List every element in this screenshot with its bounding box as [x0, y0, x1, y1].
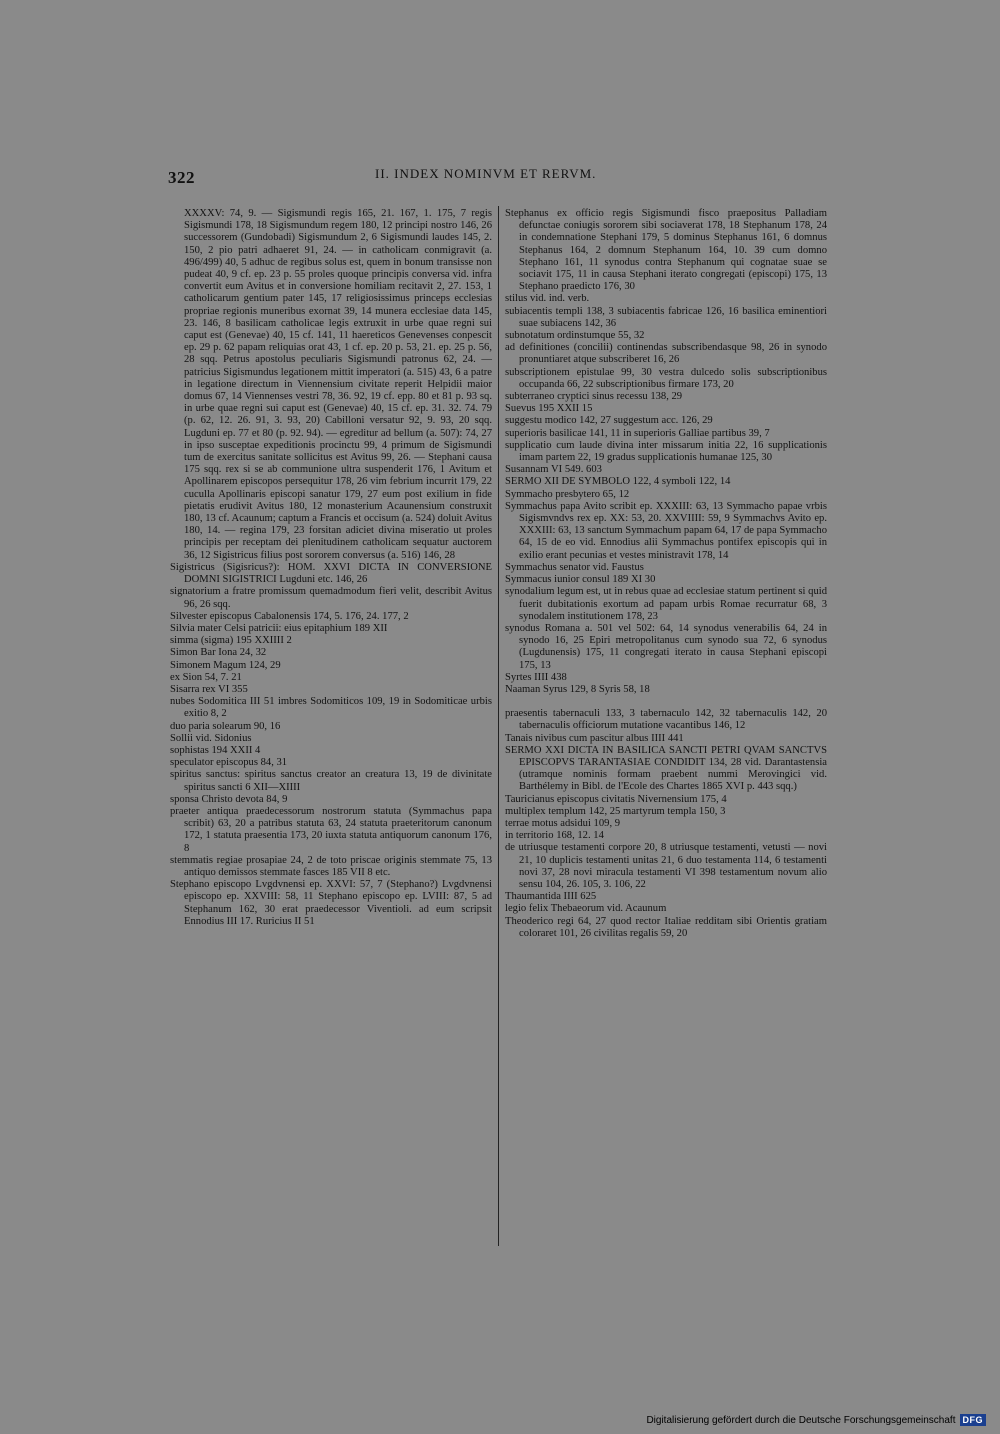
index-entry: Theoderico regi 64, 27 quod rector Italiae redditam sibi Orientis gratiam coloraret 101, 26 civilitas regalis 59, 20: [505, 915, 827, 939]
index-entry: praesentis tabernaculi 133, 3 tabernaculo 142, 32 tabernaculis 142, 20 tabernaculis officiorum mutatione vacantibus 146, 12: [505, 708, 827, 732]
index-entry: in territorio 168, 12. 14: [505, 830, 604, 842]
index-entry: Sigistricus (Sigisricus?): HOM. XXVI DICTA IN CONVERSIONE DOMNI SIGISTRICI Lugduni etc. 146, 26: [170, 561, 492, 586]
index-entry: simma (sigma) 195 XXIIII 2: [170, 635, 292, 647]
index-entry: sophistas 194 XXII 4: [170, 744, 261, 756]
index-entry: speculator episcopus 84, 31: [170, 757, 288, 769]
left-column: [170, 208, 492, 928]
index-entry: Susannam VI 549. 603: [505, 464, 602, 476]
section-gap: [505, 696, 827, 708]
index-entry: suggestu modico 142, 27 suggestum acc. 126, 29: [505, 415, 713, 427]
index-entry: de utriusque testamenti corpore 20, 8 utriusque testamenti, vetusti — novi 21, 10 duplicis testamenti unitas 21, 6 duo testamenta 114, 6 testamenti novi 37, 28 novi miracula testamenti VI 398 testamentum novum alio sensu 104, 26. 105, 3. 106, 22: [505, 842, 827, 890]
index-entry: duo paria solearum 90, 16: [170, 720, 281, 732]
index-entry: superioris basilicae 141, 11 in superioris Galliae partibus 39, 7: [505, 427, 770, 439]
index-entry: Naaman Syrus 129, 8 Syris 58, 18: [505, 683, 650, 695]
page-number: 322: [168, 168, 195, 187]
index-entry: XXXXV: 74, 9. — Sigismundi regis 165, 21. 167, 1. 175, 7 regis Sigismundi 178, 18 Sigismundum regem 180, 12 principi nostro 146, 26 successorem (Gundobadi) Sigismundum 2, 6 Sigismundi laudes 145, 2. 150, 2 pio patri adhaeret 91, 24. — in catholicam conmigravit (a. 496/499) 40, 5 adhuc de regibus solus est, quem in bonum transisse non pudeat 40, 9 cf. ep. 23 p. 55 proles quoque principis conversa vid. infra convertit eum Avitus et in conversione homiliam recitavit 2, 27. 153, 1 catholicarum gentium pater 145, 17 religiosissimus princeps ecclesias propriae regionis muneribus exornat 39, 14 munera ecclesiae data 145, 23. 146, 8 basilicam catholicae legis extruxit in urbe quae regni sui caput est (Genevae) 40, 15 cf. 141, 11 haereticos Genevenses conpescit ep. 29 p. 62 papam reliquias orat 43, 1 cf. ep. 20 p. 53, 21. ep. 25 p. 56, 28 sqq. Petrus apostolus peculiaris Sigismundi patronus 62, 24. — patricius Sigismundus legationem mittit imperatori (a. 515) 43, 6 a patre in legatione directum in Viennensium civitate reperit Helpidii maior domus 67, 14 Viennenses vestri 78, 36. 92, 19 cf. epp. 80 et 81 p. 93 sq. in urbe quae regni sui caput est (Genevae) 40, 15 cf. ep. 31. 32. 74. 79 (p. 62, 12. 26. 91, 3. 93, 20) Cabilloni versatur 92, 9. 93, 20 sqq. Lugduni ep. 77 et 80 (p. 92. 94). — egreditur ad bellum (a. 507): 74, 27 in ipso susceptae expeditionis procinctu 99, 4 primum de Sigismundi tum de exercitus sanitate sollicitus est Avitus 99, 26. — Stephani causa 175 sqq. rex si se ab communione ultra suspenderit 176, 1 Avitum et Apollinarem episcopos persequitur 178, 26 vim febrium incurrit 179, 22 cuculla Apollinaris episcopi sanatur 179, 27 eum post exilium in fide pietatis erudivit Avitus 180, 12 monasterium Acaunensium construxit 180, 13 cf. Acaunum; captum a Francis et occisum (a. 524) doluit Avitus 180, 14. — regina 179, 23 forsitan adiciet divina miseratio ut proles principis per receptam dei plenitudinem catholicam sequatur auctorem 36, 12 Sigistricus filius post sororem conversus (a. 516) 146, 28: [184, 208, 492, 561]
index-entry: sponsa Christo devota 84, 9: [170, 793, 288, 805]
index-entry: Stephanus ex officio regis Sigismundi fisco praepositus Palladiam defunctae coniugis sororem sibi sociaverat 178, 18 Stephanum 178, 24 in condemnatione Stephani 179, 5 dominus Stephanus 161, 6 domnus Stephanus 164, 2 domnum Stephanum 164, 10. 39 cum domno Stephano 161, 11 synodus contra Stephanum qui cognatae suae se sociavit 175, 11 in causa Stephani iterato congregati (episcopi) 175, 13 Stephano praedicto 176, 30: [505, 208, 827, 293]
index-entry: Silvester episcopus Cabalonensis 174, 5. 176, 24. 177, 2: [170, 610, 409, 622]
running-head: II. INDEX NOMINVM ET RERVM.: [375, 166, 597, 181]
index-entry: Tanais nivibus cum pascitur albus IIII 441: [505, 732, 684, 744]
dfg-logo: DFG: [960, 1414, 987, 1426]
index-entry: SERMO XII DE SYMBOLO 122, 4 symboli 122, 14: [505, 476, 731, 488]
index-entry: stilus vid. ind. verb.: [505, 293, 590, 305]
index-entry: nubes Sodomitica III 51 imbres Sodomiticos 109, 19 in Sodomiticae urbis exitio 8, 2: [170, 696, 492, 720]
index-entry: praeter antiqua praedecessorum nostrorum statuta (Symmachus papa scribit) 63, 20 a patribus statuta 63, 24 statuta praeteritorum canonum 172, 1 statuta praesentia 173, 20 iuxta statuta antiquorum canonum 176, 8: [170, 805, 492, 854]
index-entry: synodalium legum est, ut in rebus quae ad ecclesiae statum pertinent si quid fuerit dubitationis exortum ad papam urbis Romae recurratur 68, 3 synodalem institutionem 178, 23: [505, 586, 827, 622]
index-entry: Syrtes IIII 438: [505, 671, 567, 683]
index-entry: Symmacus iunior consul 189 XI 30: [505, 574, 656, 586]
index-entry: Silvia mater Celsi patricii: eius epitaphium 189 XII: [170, 622, 388, 634]
index-entry: spiritus sanctus: spiritus sanctus creator an creatura 13, 19 de divinitate spiritus sancti 6 XII—XIIII: [170, 769, 492, 793]
index-entry: subterraneo cryptici sinus recessu 138, 29: [505, 391, 683, 403]
footer-credit: [646, 1414, 986, 1426]
index-entry: Symmacho presbytero 65, 12: [505, 488, 630, 500]
index-entry: ex Sion 54, 7. 21: [170, 671, 242, 683]
index-entry: Tauricianus episcopus civitatis Nivernensium 175, 4: [505, 793, 727, 805]
index-entry: legio felix Thebaeorum vid. Acaunum: [505, 903, 667, 915]
index-entry: subscriptionem epistulae 99, 30 vestra dulcedo solis subscriptionibus occupanda 66, 22 subscriptionibus firmare 173, 20: [505, 366, 827, 390]
index-entry: Stephano episcopo Lvgdvnensi ep. XXVI: 57, 7 (Stephano?) Lvgdvnensi episcopo ep. XXVIII: 58, 11 Stephano episcopo ep. LVIII: 87, 5 ad Stephanum 162, 30 erat praedecessor Viventioli. ad eum scripsit Ennodius III 17. Ruricius II 51: [170, 879, 492, 927]
index-entry: subnotatum ordinstumque 55, 32: [505, 330, 645, 342]
index-entry: Symmachus papa Avito scribit ep. XXXIII: 63, 13 Symmacho papae vrbis Sigismvndvs rex ep. XX: 53, 20. XXVIIII: 59, 9 Symmachvs Avito ep. XXXIII: 63, 13 sanctum Symmachum papam 64, 17 de papa Symmacho 64, 15 de eo vid. Ennodius alii Symmachus pontifex episcopis qui in exilio erant pecunias et vestes ministravit 178, 14: [505, 500, 827, 561]
footer-text: Digitalisierung gefördert durch die Deutsche Forschungsgemeinschaft: [646, 1414, 956, 1426]
index-entry: terrae motus adsidui 109, 9: [505, 817, 621, 829]
index-entry: Sisarra rex VI 355: [170, 683, 248, 695]
index-entry: SERMO XXI DICTA IN BASILICA SANCTI PETRI QVAM SANCTVS EPISCOPVS TARANTASIAE CONDIDIT 134, 28 vid. Darantastensia (utramque nominis formam praebent nummi Merovingici vid. Barthélemy in Bibl. de l'Ecole des Chartes 1865 XVI p. 443 sqq.): [505, 744, 827, 793]
index-entry: Simonem Magum 124, 29: [170, 659, 281, 671]
index-entry: Symmachus senator vid. Faustus: [505, 561, 644, 573]
index-entry: Sollii vid. Sidonius: [170, 732, 252, 744]
index-entry: supplicatio cum laude divina inter missarum initia 22, 16 supplicationis imam partem 22, 19 gradus supplicationis humanae 125, 30: [505, 439, 827, 464]
index-entry: multiplex templum 142, 25 martyrum templa 150, 3: [505, 805, 726, 817]
index-entry: ad definitiones (concilii) continendas subscribendasque 98, 26 in synodo pronuntiaret atque subscriberet 16, 26: [505, 342, 827, 366]
index-entry: Simon Bar Iona 24, 32: [170, 647, 267, 659]
right-column: [505, 208, 827, 940]
index-entry: stemmatis regiae prosapiae 24, 2 de toto priscae originis stemmate 75, 13 antiquo demissos stemmate fasces 185 VII 8 etc.: [170, 854, 492, 878]
index-entry: subiacentis templi 138, 3 subiacentis fabricae 126, 16 basilica eminentiori suae subiacens 142, 36: [505, 305, 827, 329]
index-entry: Suevus 195 XXII 15: [505, 403, 593, 415]
column-rule: [498, 206, 499, 1246]
index-entry: signatorium a fratre promissum quemadmodum fieri velit, describit Avitus 96, 26 sqq.: [170, 586, 492, 610]
index-entry: Thaumantida IIII 625: [505, 891, 597, 903]
index-entry: synodus Romana a. 501 vel 502: 64, 14 synodus venerabilis 64, 24 in synodo 16, 25 Epiri metropolitanus cum synodo sua 72, 6 synodus (Lugdunensis) 175, 11 congregati iterato in causa Stephani episcopi 175, 13: [505, 622, 827, 671]
